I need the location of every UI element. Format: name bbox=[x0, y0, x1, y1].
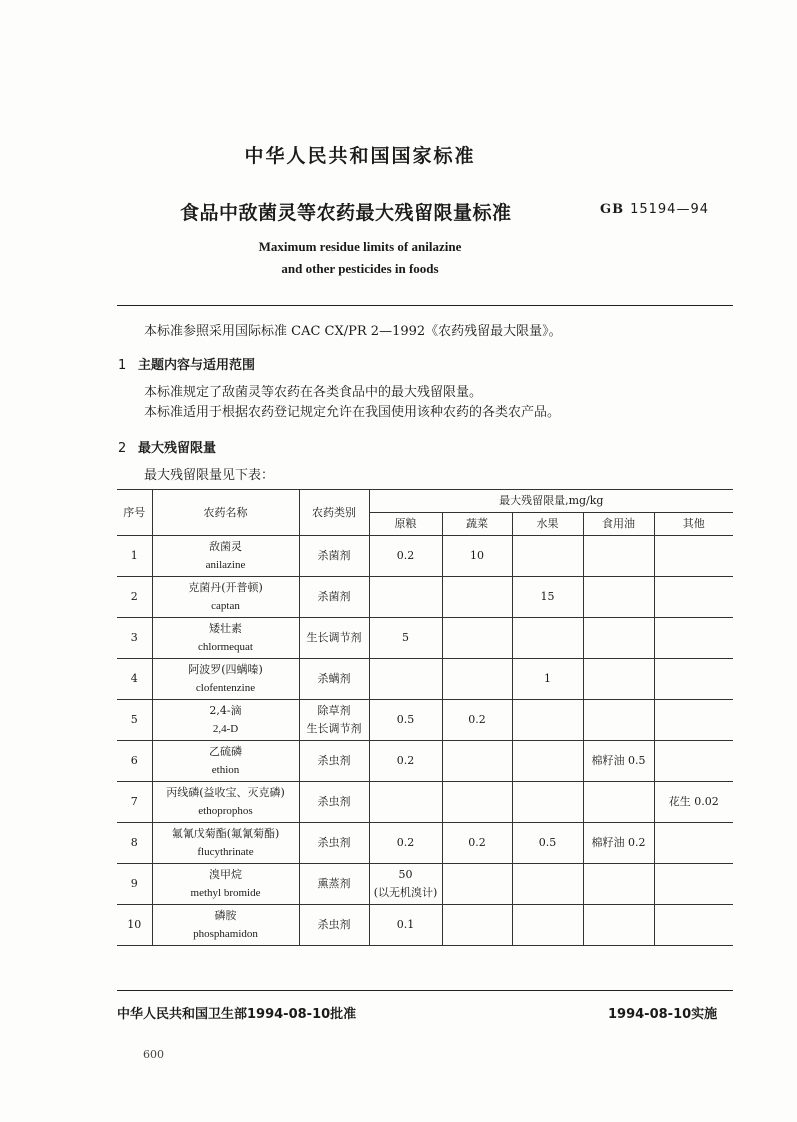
table-row bbox=[117, 618, 733, 659]
cell-category-text: 杀虫剂 bbox=[317, 754, 351, 767]
cell-grain-text: 5 bbox=[402, 631, 409, 644]
cell-name-text: 克菌丹(开普顿) bbox=[188, 581, 263, 594]
cell-grain bbox=[369, 782, 442, 823]
section-2-title: 最大残留限量 bbox=[138, 441, 217, 456]
section-1-paragraph-1: 本标准规定了敌菌灵等农药在各类食品中的最大残留限量。 bbox=[144, 385, 483, 400]
cell-fruit-text: 0.5 bbox=[538, 836, 557, 849]
cell-category bbox=[299, 782, 369, 823]
intro-paragraph: 本标准参照采用国际标准 CAC CX/PR 2—1992《农药残留最大限量》。 bbox=[144, 324, 562, 339]
cell-oil-text: 棉籽油 0.5 bbox=[591, 754, 646, 767]
cell-category-text: 杀菌剂 bbox=[317, 549, 351, 562]
cell-name bbox=[152, 905, 299, 946]
cell-name-text: 2,4-D bbox=[212, 723, 239, 735]
standard-code: 15194—94 bbox=[630, 202, 709, 217]
table-body bbox=[117, 536, 733, 946]
document-title: 食品中敌菌灵等农药最大残留限量标准 bbox=[180, 202, 512, 224]
cell-grain bbox=[369, 536, 442, 577]
standard-prefix: GB bbox=[600, 202, 625, 217]
table-row bbox=[117, 782, 733, 823]
cell-grain-text: 0.2 bbox=[396, 754, 415, 767]
cell-vegetable bbox=[442, 782, 512, 823]
table-row bbox=[117, 905, 733, 946]
section-2-number: 2 bbox=[118, 441, 127, 456]
cell-name-text: 磷胺 bbox=[214, 909, 237, 922]
cell-grain-text: 0.1 bbox=[396, 918, 415, 931]
cell-name-text: 溴甲烷 bbox=[209, 868, 242, 881]
header-vegetable: 蔬菜 bbox=[442, 513, 512, 536]
cell-name bbox=[152, 659, 299, 700]
cell-oil bbox=[583, 782, 654, 823]
cell-name-text: phosphamidon bbox=[193, 928, 258, 940]
cell-grain bbox=[369, 618, 442, 659]
cell-seq bbox=[117, 782, 152, 823]
cell-name bbox=[152, 536, 299, 577]
table-row bbox=[117, 659, 733, 700]
cell-seq-text: 3 bbox=[130, 631, 138, 644]
cell-category bbox=[299, 864, 369, 905]
cell-vegetable bbox=[442, 536, 512, 577]
cell-other bbox=[654, 905, 733, 946]
cell-seq-text: 1 bbox=[130, 549, 138, 562]
header-other: 其他 bbox=[654, 513, 733, 536]
cell-seq-text: 10 bbox=[127, 918, 142, 931]
cell-seq-text: 8 bbox=[130, 836, 138, 849]
cell-fruit bbox=[512, 577, 583, 618]
section-1-number: 1 bbox=[118, 358, 127, 373]
cell-name bbox=[152, 618, 299, 659]
cell-name-text: 矮壮素 bbox=[209, 622, 242, 635]
cell-category-text: 杀菌剂 bbox=[317, 590, 351, 603]
cell-fruit bbox=[512, 905, 583, 946]
cell-seq bbox=[117, 618, 152, 659]
cell-category-text: 生长调节剂 bbox=[306, 631, 362, 644]
cell-grain bbox=[369, 659, 442, 700]
cell-seq bbox=[117, 577, 152, 618]
cell-grain-text: 50 bbox=[398, 868, 413, 881]
table-row bbox=[117, 864, 733, 905]
table-row bbox=[117, 577, 733, 618]
cell-vegetable-text: 10 bbox=[470, 549, 484, 562]
cell-seq-text: 7 bbox=[130, 795, 138, 808]
cell-seq-text: 6 bbox=[130, 754, 138, 767]
section-2-paragraph: 最大残留限量见下表： bbox=[144, 468, 275, 483]
cell-fruit-text: 1 bbox=[544, 672, 551, 685]
cell-name-text: 乙硫磷 bbox=[209, 745, 242, 758]
cell-fruit bbox=[512, 864, 583, 905]
cell-vegetable bbox=[442, 577, 512, 618]
cell-category-text: 杀虫剂 bbox=[317, 918, 351, 931]
cell-other bbox=[654, 864, 733, 905]
page-number: 600 bbox=[143, 1048, 164, 1061]
cell-oil bbox=[583, 823, 654, 864]
cell-category bbox=[299, 577, 369, 618]
header-name: 农药名称 bbox=[152, 490, 299, 536]
cell-name-text: 氟氰戊菊酯(氟氰菊酯) bbox=[171, 827, 280, 840]
cell-category bbox=[299, 536, 369, 577]
national-standard-heading: 中华人民共和国国家标准 bbox=[244, 145, 476, 167]
cell-name bbox=[152, 741, 299, 782]
cell-oil bbox=[583, 700, 654, 741]
cell-fruit bbox=[512, 741, 583, 782]
cell-oil bbox=[583, 905, 654, 946]
cell-grain-text: 0.5 bbox=[396, 713, 415, 726]
cell-grain-text: (以无机溴计) bbox=[373, 886, 438, 899]
cell-name-text: methyl bromide bbox=[190, 887, 261, 899]
cell-name-text: ethion bbox=[211, 764, 240, 776]
table-row bbox=[117, 823, 733, 864]
cell-name bbox=[152, 864, 299, 905]
english-title bbox=[0, 236, 720, 280]
cell-name-text: clofentenzine bbox=[195, 682, 256, 694]
cell-seq-text: 4 bbox=[130, 672, 138, 685]
cell-other bbox=[654, 659, 733, 700]
cell-other-text: 花生 0.02 bbox=[668, 795, 719, 808]
cell-other bbox=[654, 823, 733, 864]
cell-category-text: 生长调节剂 bbox=[306, 722, 362, 735]
cell-name bbox=[152, 782, 299, 823]
cell-grain-text: 0.2 bbox=[396, 836, 415, 849]
cell-fruit bbox=[512, 823, 583, 864]
cell-oil bbox=[583, 659, 654, 700]
cell-name-text: flucythrinate bbox=[197, 846, 254, 858]
cell-vegetable bbox=[442, 905, 512, 946]
section-1-heading bbox=[118, 354, 255, 373]
cell-name-text: ethoprophos bbox=[198, 805, 253, 817]
cell-grain bbox=[369, 823, 442, 864]
cell-name-text: captan bbox=[211, 600, 240, 612]
header-category: 农药类别 bbox=[299, 490, 369, 536]
cell-other bbox=[654, 618, 733, 659]
cell-seq bbox=[117, 741, 152, 782]
cell-seq bbox=[117, 864, 152, 905]
cell-seq-text: 9 bbox=[130, 877, 138, 890]
cell-vegetable bbox=[442, 864, 512, 905]
cell-fruit bbox=[512, 536, 583, 577]
cell-category bbox=[299, 823, 369, 864]
cell-grain bbox=[369, 577, 442, 618]
cell-category bbox=[299, 741, 369, 782]
cell-vegetable-text: 0.2 bbox=[468, 836, 486, 849]
cell-name-text: 敌菌灵 bbox=[209, 540, 242, 553]
cell-name bbox=[152, 823, 299, 864]
cell-name-text: chlormequat bbox=[198, 641, 253, 653]
cell-category bbox=[299, 659, 369, 700]
cell-name-text: anilazine bbox=[205, 559, 246, 571]
approval-line: 中华人民共和国卫生部1994-08-10批准 bbox=[117, 1007, 357, 1022]
cell-name-text: 2,4-滴 bbox=[209, 704, 242, 717]
cell-other bbox=[654, 577, 733, 618]
cell-category-text: 杀虫剂 bbox=[317, 795, 351, 808]
cell-fruit bbox=[512, 782, 583, 823]
header-mrl-group: 最大残留限量,mg/kg bbox=[369, 490, 733, 513]
implementation-line: 1994-08-10实施 bbox=[608, 1007, 718, 1022]
cell-other bbox=[654, 536, 733, 577]
cell-oil bbox=[583, 741, 654, 782]
cell-seq bbox=[117, 700, 152, 741]
cell-category bbox=[299, 700, 369, 741]
cell-fruit bbox=[512, 618, 583, 659]
footer-rule bbox=[117, 990, 733, 991]
cell-grain-text: 0.2 bbox=[396, 549, 415, 562]
section-2-heading bbox=[118, 437, 216, 456]
table-row bbox=[117, 741, 733, 782]
cell-name bbox=[152, 577, 299, 618]
cell-seq bbox=[117, 659, 152, 700]
cell-vegetable bbox=[442, 618, 512, 659]
cell-oil bbox=[583, 618, 654, 659]
cell-category-text: 除草剂 bbox=[317, 704, 351, 717]
cell-grain bbox=[369, 741, 442, 782]
header-seq: 序号 bbox=[117, 490, 152, 536]
cell-vegetable bbox=[442, 700, 512, 741]
cell-seq bbox=[117, 536, 152, 577]
cell-category bbox=[299, 618, 369, 659]
cell-seq bbox=[117, 823, 152, 864]
cell-category-text: 杀螨剂 bbox=[317, 672, 351, 685]
cell-vegetable bbox=[442, 823, 512, 864]
cell-name bbox=[152, 700, 299, 741]
header-fruit: 水果 bbox=[512, 513, 583, 536]
cell-other bbox=[654, 700, 733, 741]
cell-seq bbox=[117, 905, 152, 946]
cell-oil bbox=[583, 536, 654, 577]
mrl-table bbox=[117, 489, 733, 946]
header-oil: 食用油 bbox=[583, 513, 654, 536]
cell-fruit-text: 15 bbox=[540, 590, 555, 603]
section-1-paragraph-2: 本标准适用于根据农药登记规定允许在我国使用该种农药的各类农产品。 bbox=[144, 405, 561, 420]
cell-grain bbox=[369, 905, 442, 946]
cell-other bbox=[654, 782, 733, 823]
cell-fruit bbox=[512, 700, 583, 741]
cell-vegetable-text: 0.2 bbox=[468, 713, 486, 726]
cell-oil-text: 棉籽油 0.2 bbox=[591, 836, 646, 849]
cell-vegetable bbox=[442, 659, 512, 700]
title-row bbox=[0, 198, 797, 228]
cell-vegetable bbox=[442, 741, 512, 782]
cell-oil bbox=[583, 864, 654, 905]
standard-number bbox=[600, 202, 709, 217]
english-title-line-2: and other pesticides in foods bbox=[281, 261, 439, 276]
section-1-title: 主题内容与适用范围 bbox=[138, 358, 256, 373]
table-row bbox=[117, 536, 733, 577]
cell-grain bbox=[369, 864, 442, 905]
cell-category-text: 杀虫剂 bbox=[317, 836, 351, 849]
cell-seq-text: 5 bbox=[130, 713, 138, 726]
cell-name-text: 阿波罗(四螨嗪) bbox=[188, 663, 263, 676]
english-title-line-1: Maximum residue limits of anilazine bbox=[258, 239, 462, 254]
cell-name-text: 丙线磷(益收宝、灭克磷) bbox=[166, 786, 285, 799]
cell-seq-text: 2 bbox=[130, 590, 138, 603]
table-row bbox=[117, 700, 733, 741]
header-grain: 原粮 bbox=[369, 513, 442, 536]
cell-fruit bbox=[512, 659, 583, 700]
cell-oil bbox=[583, 577, 654, 618]
cell-other bbox=[654, 741, 733, 782]
cell-category-text: 熏蒸剂 bbox=[317, 877, 351, 890]
cell-category bbox=[299, 905, 369, 946]
cell-grain bbox=[369, 700, 442, 741]
header-rule bbox=[117, 305, 733, 306]
